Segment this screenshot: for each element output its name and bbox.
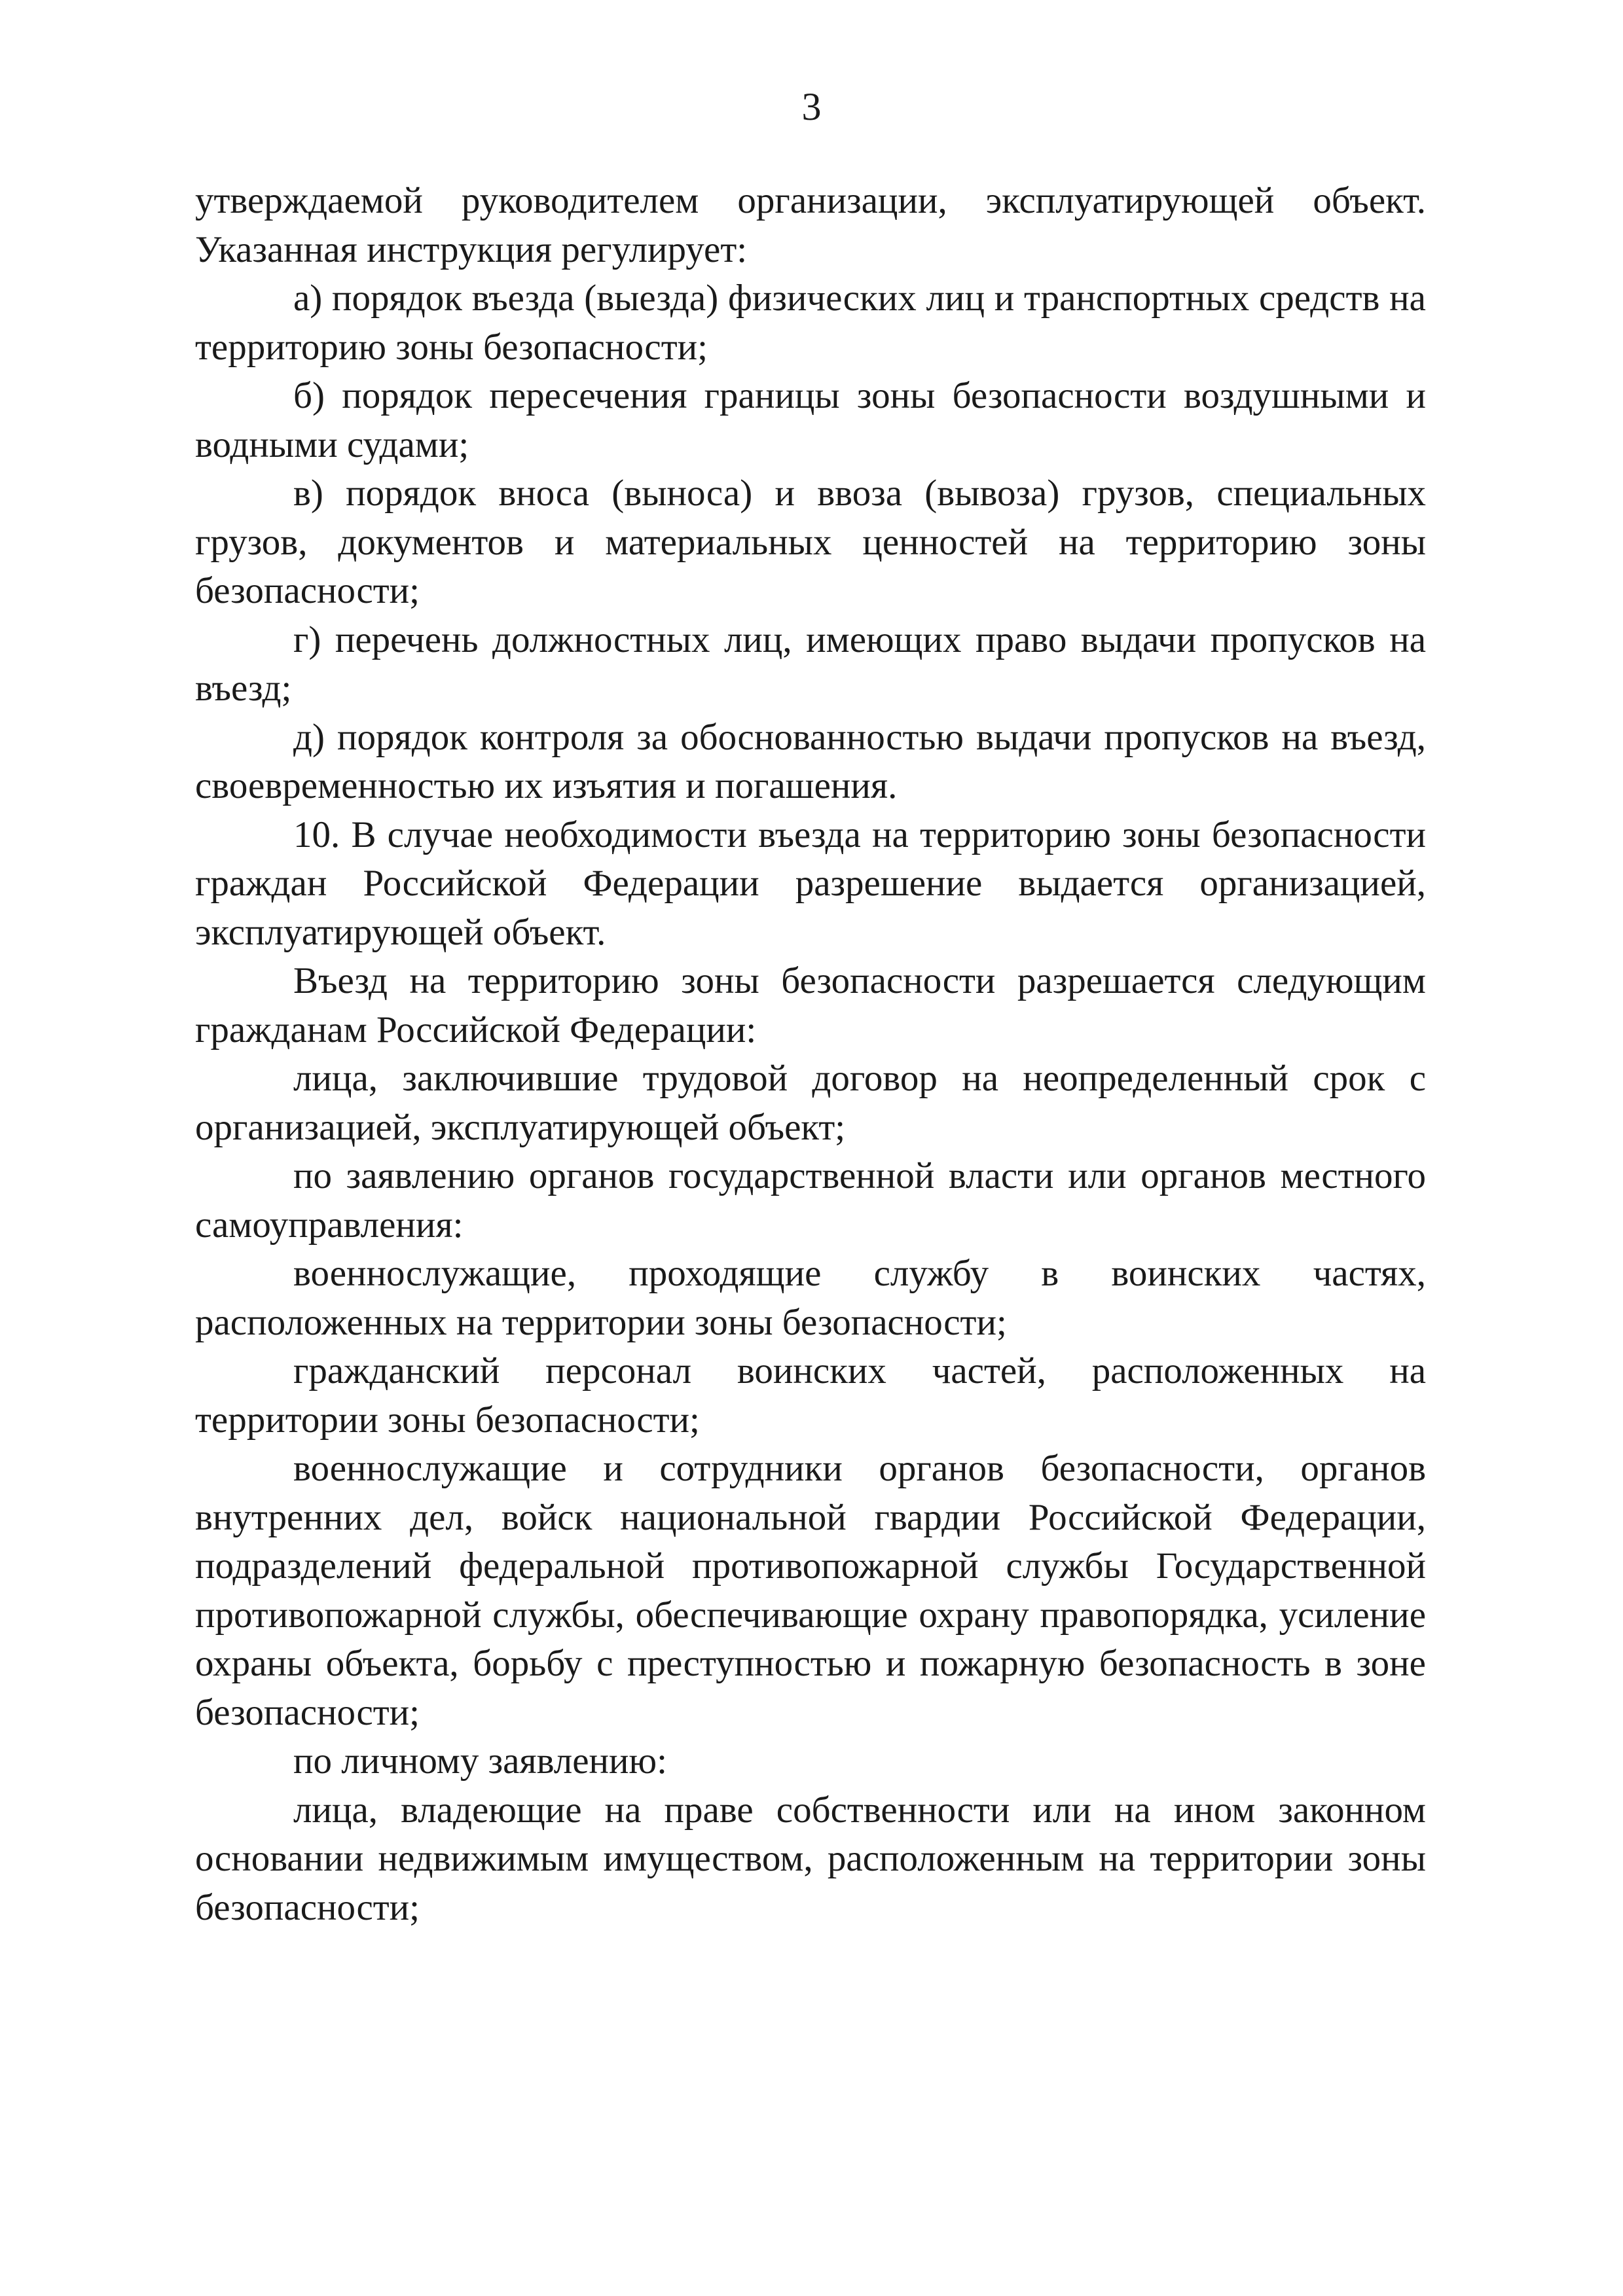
paragraph-entry-permitted: Въезд на территорию зоны безопасности разрешается следующим гражданам Российской Федерации: xyxy=(195,960,1426,1050)
paragraph-item-d: д) порядок контроля за обоснованностью выдачи пропусков на въезд, своевременностью их изъятия и погашения. xyxy=(195,716,1426,806)
paragraph-item-g: г) перечень должностных лиц, имеющих право выдачи пропусков на въезд; xyxy=(195,619,1426,709)
document-body xyxy=(195,177,1426,1932)
paragraph-item-b: б) порядок пересечения границы зоны безопасности воздушными и водными судами; xyxy=(195,375,1426,465)
paragraph-employees: лица, заключившие трудовой договор на неопределенный срок с организацией, эксплуатирующей объект; xyxy=(195,1058,1426,1148)
page-number: 3 xyxy=(801,85,822,128)
paragraph-by-personal-request: по личному заявлению: xyxy=(293,1740,667,1782)
paragraph-security-officers: военнослужащие и сотрудники органов безопасности, органов внутренних дел, войск национальной гвардии Российской Федерации, подразделений федеральной противопожарной службы Государственной противопожарной службы, обеспечивающие охрану правопорядка, усиление охраны объекта, борьбу с преступностью и пожарную безопасность в зоне безопасности; xyxy=(195,1448,1426,1733)
paragraph-by-authority-request: по заявлению органов государственной власти или органов местного самоуправления: xyxy=(195,1155,1426,1246)
paragraph-clause-10: 10. В случае необходимости въезда на территорию зоны безопасности граждан Российской Федерации разрешение выдается организацией, эксплуатирующей объект. xyxy=(195,814,1426,953)
paragraph-civilian-staff: гражданский персонал воинских частей, расположенных на территории зоны безопасности; xyxy=(195,1350,1426,1441)
paragraph-instruction-intro: утверждаемой руководителем организации, эксплуатирующей объект. Указанная инструкция регулирует: xyxy=(195,180,1426,270)
paragraph-item-v: в) порядок вноса (выноса) и ввоза (вывоза) грузов, специальных грузов, документов и материальных ценностей на территорию зоны безопасности; xyxy=(195,473,1426,611)
paragraph-property-owners: лица, владеющие на праве собственности или на ином законном основании недвижимым имуществом, расположенным на территории зоны безопасности; xyxy=(195,1789,1426,1928)
paragraph-item-a: а) порядок въезда (выезда) физических лиц и транспортных средств на территорию зоны безопасности; xyxy=(195,278,1426,368)
paragraph-servicemen: военнослужащие, проходящие службу в воинских частях, расположенных на территории зоны безопасности; xyxy=(195,1253,1426,1343)
